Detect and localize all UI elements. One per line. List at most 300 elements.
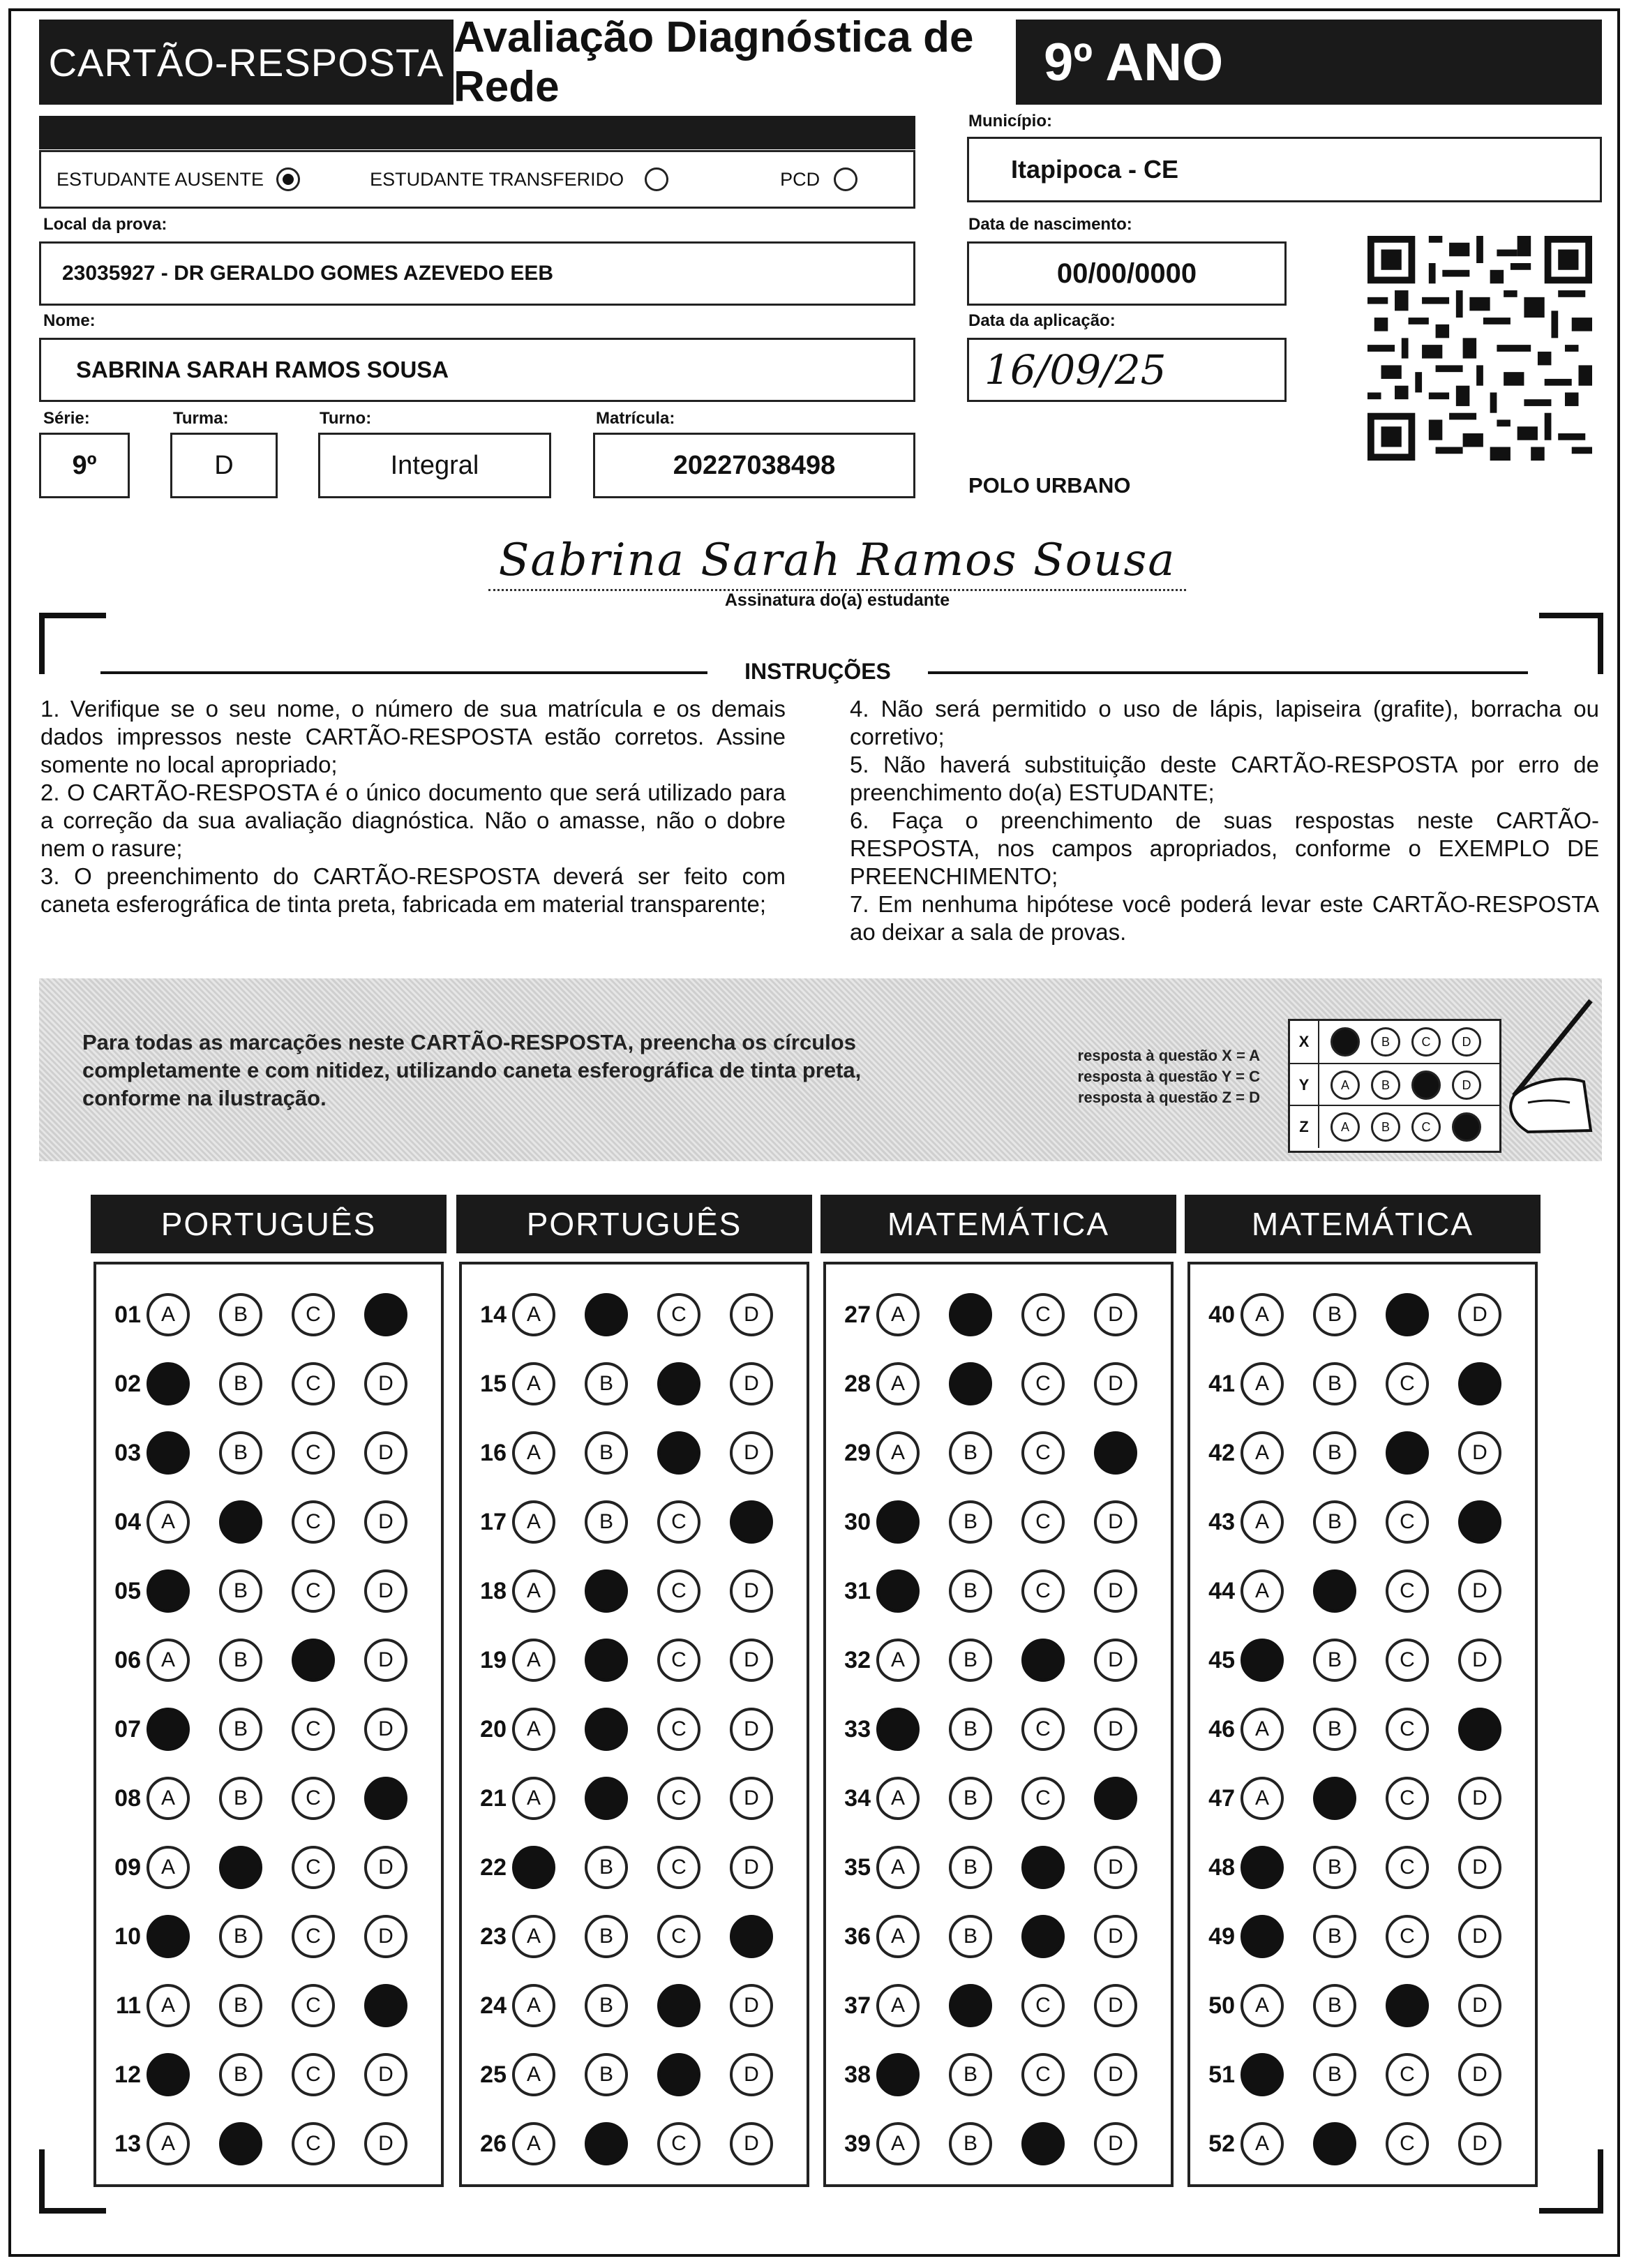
answer-bubble-c[interactable]: C [657,2122,700,2165]
answer-bubble-c[interactable] [1386,1984,1429,2027]
answer-bubble-c[interactable]: C [1021,2053,1065,2096]
answer-bubble-c[interactable]: C [1021,1362,1065,1405]
polo-text: POLO URBANO [968,473,1131,498]
answer-bubble-c[interactable]: C [657,1569,700,1613]
answer-bubble-a[interactable] [512,1846,555,1889]
answer-bubble-a[interactable] [1241,1639,1284,1682]
answer-bubble-b[interactable] [585,1777,628,1820]
answer-bubble-c[interactable]: C [1021,1777,1065,1820]
answer-bubble-b[interactable]: B [219,1708,262,1751]
answer-bubble-a[interactable]: A [147,1846,190,1889]
answer-bubble-c[interactable]: C [657,1293,700,1336]
answer-bubble-d[interactable] [730,1915,773,1958]
answer-bubble-a[interactable]: A [1241,1293,1284,1336]
answer-bubble-a[interactable] [147,2053,190,2096]
answer-bubble-c[interactable]: C [1021,1569,1065,1613]
answer-bubble-d[interactable]: D [1458,2053,1501,2096]
answer-bubble-c[interactable]: C [1386,1708,1429,1751]
question-number: 46 [1208,1715,1235,1743]
answer-bubble-c[interactable]: C [292,1293,335,1336]
answer-bubble-a[interactable] [1241,1846,1284,1889]
answer-bubble-c[interactable]: C [657,1639,700,1682]
question-row [96,1281,437,1348]
answer-bubble-d[interactable]: D [1094,1915,1137,1958]
answer-bubble-b[interactable] [585,2122,628,2165]
answer-bubble-a[interactable] [876,2053,920,2096]
answer-bubble-d[interactable]: D [1094,1293,1137,1336]
answer-bubble-d[interactable]: D [730,1984,773,2027]
answer-bubble-d[interactable] [1094,1777,1137,1820]
answer-bubble-d[interactable]: D [364,1846,407,1889]
answer-bubble-b[interactable]: B [1313,1500,1356,1544]
answer-bubble-d[interactable]: D [1094,1500,1137,1544]
question-number: 12 [114,2061,141,2088]
answer-bubble-c[interactable]: C [292,1984,335,2027]
answer-bubble-b[interactable]: B [949,1915,992,1958]
answer-bubble-d[interactable]: D [364,2122,407,2165]
answer-bubble-c[interactable]: C [657,1915,700,1958]
example-bubble-a [1331,1027,1360,1057]
answer-bubble-b[interactable]: B [219,1569,262,1613]
answer-bubble-b[interactable] [585,1569,628,1613]
answer-bubble-a[interactable]: A [512,1362,555,1405]
question-row [1190,1972,1531,2039]
answer-bubble-d[interactable] [1458,1708,1501,1751]
question-row [826,1419,1167,1486]
answer-bubble-d[interactable]: D [364,1639,407,1682]
answer-bubble-b[interactable]: B [1313,1846,1356,1889]
question-row [462,1696,802,1763]
answer-bubble-c[interactable]: C [657,1846,700,1889]
answer-bubble-b[interactable] [949,1293,992,1336]
instruction-7: 7. Em nenhuma hipótese você poderá levar este CARTÃO-RESPOSTA ao deixar a sala de provas. [850,891,1599,945]
answer-bubble-a[interactable]: A [1241,1708,1284,1751]
question-number: 51 [1208,2061,1235,2088]
question-row [96,2041,437,2108]
answer-bubble-a[interactable] [876,1569,920,1613]
answer-bubble-d[interactable]: D [1094,1846,1137,1889]
question-row [96,1350,437,1417]
answer-bubble-d[interactable]: D [1094,1984,1137,2027]
answer-bubble-c[interactable] [1021,1639,1065,1682]
answer-bubble-c[interactable] [292,1639,335,1682]
answer-bubble-d[interactable]: D [730,2053,773,2096]
answer-bubble-a[interactable]: A [876,1431,920,1475]
answer-bubble-c[interactable] [657,1984,700,2027]
answer-bubble-a[interactable]: A [876,1293,920,1336]
answer-bubble-c[interactable]: C [292,1431,335,1475]
answer-bubble-b[interactable]: B [949,1569,992,1613]
answer-bubble-d[interactable]: D [364,1708,407,1751]
answer-bubble-a[interactable]: A [512,1984,555,2027]
answer-bubble-d[interactable]: D [730,1431,773,1475]
answer-bubble-a[interactable]: A [147,1500,190,1544]
answer-bubble-a[interactable]: A [1241,1984,1284,2027]
answer-column [459,1262,809,2187]
answer-bubble-c[interactable] [1021,2122,1065,2165]
answer-bubble-a[interactable] [876,1708,920,1751]
answer-bubble-c[interactable]: C [1386,1362,1429,1405]
answer-bubble-c[interactable]: C [292,1777,335,1820]
answer-bubble-d[interactable] [364,1984,407,2027]
answer-bubble-b[interactable] [949,1362,992,1405]
answer-bubble-d[interactable]: D [1094,1569,1137,1613]
answer-bubble-c[interactable]: C [292,1708,335,1751]
status-pcd-label: PCD [780,168,820,190]
answer-bubble-c[interactable]: C [657,1777,700,1820]
answer-bubble-b[interactable]: B [219,1293,262,1336]
answer-bubble-a[interactable]: A [876,1362,920,1405]
question-row [826,1558,1167,1625]
serie-label: Série: [43,409,90,428]
example-bubble-b: B [1371,1027,1400,1057]
question-row [96,1419,437,1486]
example-bubble-a: A [1331,1070,1360,1100]
answer-bubble-d[interactable] [364,1293,407,1336]
question-number: 29 [844,1439,871,1466]
answer-bubble-c[interactable]: C [1386,1639,1429,1682]
answer-bubble-b[interactable]: B [219,1639,262,1682]
answer-bubble-d[interactable]: D [1094,1362,1137,1405]
question-number: 45 [1208,1646,1235,1673]
answer-bubble-a[interactable]: A [1241,1362,1284,1405]
exam-title: Avaliação Diagnóstica de Rede [454,20,1016,105]
answer-bubble-a[interactable]: A [876,1846,920,1889]
answer-bubble-b[interactable]: B [1313,1639,1356,1682]
legend-line-x: resposta à questão X = A [1077,1047,1260,1064]
answer-bubble-d[interactable] [730,1500,773,1544]
answer-bubble-a[interactable] [1241,2053,1284,2096]
application-date-field: 16/09/25 [967,338,1287,402]
instructions-title: INSTRUÇÕES [744,659,891,684]
answer-bubble-b[interactable] [219,1846,262,1889]
question-row [826,1903,1167,1970]
question-row [826,1972,1167,2039]
answer-bubble-c[interactable] [657,1431,700,1475]
name-label: Nome: [43,311,96,330]
question-row [826,1281,1167,1348]
question-number: 02 [114,1370,141,1397]
subject-header: PORTUGUÊS [91,1195,447,1253]
question-number: 31 [844,1577,871,1604]
status-absent-radio[interactable] [276,167,300,191]
answer-bubble-b[interactable]: B [949,1500,992,1544]
question-number: 21 [480,1784,507,1812]
answer-bubble-d[interactable]: D [730,1569,773,1613]
answer-bubble-c[interactable]: C [292,2122,335,2165]
answer-bubble-a[interactable]: A [1241,1777,1284,1820]
card-title: CARTÃO-RESPOSTA [48,40,444,84]
answer-bubble-c[interactable] [1386,1431,1429,1475]
status-transferred-radio[interactable] [645,167,668,191]
answer-bubble-b[interactable]: B [949,2122,992,2165]
answer-bubble-b[interactable]: B [585,1362,628,1405]
answer-bubble-b[interactable]: B [1313,1915,1356,1958]
answer-bubble-d[interactable]: D [1458,1639,1501,1682]
instructions-left [40,695,786,918]
question-number: 47 [1208,1784,1235,1812]
question-row [826,1489,1167,1555]
municipality-label: Município: [968,112,1052,130]
status-pcd-radio[interactable] [834,167,857,191]
answer-bubble-d[interactable]: D [730,1639,773,1682]
question-number: 19 [480,1646,507,1673]
answer-bubble-b[interactable] [949,1984,992,2027]
answer-bubble-a[interactable] [147,1569,190,1613]
question-row [462,1558,802,1625]
answer-bubble-c[interactable]: C [292,1846,335,1889]
fill-example-text: Para todas as marcações neste CARTÃO-RESPOSTA, preencha os círculos completamente e com nitidez, utilizando caneta esferográfica de tinta preta, conforme na ilustração. [82,1030,862,1110]
answer-bubble-d[interactable]: D [730,1362,773,1405]
answer-bubble-c[interactable] [1021,1846,1065,1889]
answer-bubble-d[interactable]: D [1458,2122,1501,2165]
answer-bubble-d[interactable]: D [364,1362,407,1405]
answer-bubble-b[interactable] [585,1293,628,1336]
example-bubble-c: C [1411,1112,1441,1142]
question-number: 17 [480,1508,507,1535]
question-row [826,1765,1167,1832]
instructions-right [850,695,1599,946]
answer-bubble-d[interactable]: D [1094,2122,1137,2165]
question-number: 09 [114,1853,141,1881]
question-number: 14 [480,1301,507,1328]
answer-bubble-c[interactable]: C [292,1500,335,1544]
question-row [826,1696,1167,1763]
answer-bubble-b[interactable]: B [1313,2053,1356,2096]
answer-bubble-a[interactable]: A [512,2122,555,2165]
matricula-field: 20227038498 [593,433,915,498]
answer-bubble-b[interactable]: B [585,2053,628,2096]
answer-bubble-a[interactable]: A [512,2053,555,2096]
answer-bubble-a[interactable]: A [147,1984,190,2027]
answer-bubble-c[interactable]: C [1386,1846,1429,1889]
answer-bubble-a[interactable]: A [1241,1569,1284,1613]
answer-bubble-a[interactable]: A [876,1915,920,1958]
answer-bubble-b[interactable]: B [585,1431,628,1475]
answer-bubble-a[interactable]: A [512,1500,555,1544]
answer-bubble-d[interactable] [1458,1500,1501,1544]
example-row [1290,1105,1499,1148]
municipality-field: Itapipoca - CE [967,137,1602,202]
answer-bubble-c[interactable]: C [1386,1777,1429,1820]
answer-bubble-a[interactable] [1241,1915,1284,1958]
answer-bubble-c[interactable]: C [292,1915,335,1958]
answer-bubble-a[interactable]: A [876,2122,920,2165]
applicator-bar [39,116,915,149]
answer-bubble-c[interactable]: C [292,2053,335,2096]
answer-bubble-a[interactable]: A [147,2122,190,2165]
answer-bubble-b[interactable]: B [585,1846,628,1889]
answer-bubble-c[interactable]: C [1021,1293,1065,1336]
answer-bubble-d[interactable] [1094,1431,1137,1475]
question-number: 23 [480,1923,507,1950]
answer-bubble-c[interactable]: C [292,1362,335,1405]
answer-bubble-d[interactable]: D [364,1915,407,1958]
answer-bubble-a[interactable]: A [876,1777,920,1820]
example-row [1290,1021,1499,1063]
answer-bubble-b[interactable]: B [219,1431,262,1475]
answer-bubble-a[interactable] [147,1431,190,1475]
question-row [1190,1419,1531,1486]
answer-bubble-d[interactable]: D [1458,1915,1501,1958]
answer-bubble-d[interactable]: D [730,2122,773,2165]
answer-bubble-b[interactable]: B [949,1846,992,1889]
question-row [1190,1350,1531,1417]
answer-bubble-b[interactable]: B [585,1984,628,2027]
question-row [96,1765,437,1832]
question-row [462,1627,802,1694]
answer-bubble-d[interactable] [1458,1362,1501,1405]
answer-bubble-b[interactable]: B [219,1362,262,1405]
answer-bubble-a[interactable]: A [512,1639,555,1682]
question-row [462,1834,802,1901]
answer-bubble-c[interactable] [657,2053,700,2096]
question-number: 27 [844,1301,871,1328]
question-number: 22 [480,1853,507,1881]
answer-bubble-a[interactable]: A [147,1777,190,1820]
answer-bubble-a[interactable]: A [512,1915,555,1958]
answer-bubble-a[interactable]: A [1241,1500,1284,1544]
instruction-3: 3. O preenchimento do CARTÃO-RESPOSTA deverá ser feito com caneta esferográfica de tinta preta, fabricada em material transparente; [40,863,786,917]
answer-bubble-d[interactable]: D [1458,1293,1501,1336]
example-bubble-d: D [1452,1070,1481,1100]
answer-bubble-a[interactable] [147,1362,190,1405]
example-bubble-c: C [1411,1027,1441,1057]
answer-bubble-a[interactable]: A [876,1984,920,2027]
question-number: 36 [844,1923,871,1950]
answer-bubble-a[interactable]: A [1241,1431,1284,1475]
question-number: 16 [480,1439,507,1466]
answer-bubble-c[interactable]: C [1386,2122,1429,2165]
answer-bubble-a[interactable]: A [512,1569,555,1613]
answer-bubble-a[interactable]: A [147,1293,190,1336]
answer-bubble-a[interactable] [876,1500,920,1544]
answer-bubble-c[interactable]: C [1021,1431,1065,1475]
question-row [96,2110,437,2177]
answer-bubble-c[interactable]: C [1386,1915,1429,1958]
answer-bubble-d[interactable]: D [364,1500,407,1544]
answer-bubble-d[interactable]: D [1458,1431,1501,1475]
answer-bubble-b[interactable]: B [585,1500,628,1544]
answer-bubble-b[interactable]: B [949,1777,992,1820]
answer-bubble-a[interactable]: A [147,1639,190,1682]
answer-bubble-b[interactable] [219,1500,262,1544]
answer-bubble-d[interactable]: D [1458,1984,1501,2027]
answer-bubble-d[interactable]: D [730,1846,773,1889]
answer-bubble-b[interactable] [585,1708,628,1751]
question-row [462,1281,802,1348]
answer-bubble-c[interactable]: C [1386,2053,1429,2096]
answer-bubble-b[interactable]: B [219,1777,262,1820]
answer-bubble-d[interactable]: D [730,1777,773,1820]
question-row [1190,1281,1531,1348]
answer-bubble-c[interactable]: C [1021,1708,1065,1751]
answer-bubble-c[interactable]: C [1021,1500,1065,1544]
answer-bubble-b[interactable] [1313,1777,1356,1820]
answer-bubble-c[interactable] [1021,1915,1065,1958]
question-number: 06 [114,1646,141,1673]
answer-bubble-d[interactable]: D [1458,1846,1501,1889]
example-bubble-a: A [1331,1112,1360,1142]
answer-bubble-b[interactable]: B [949,1639,992,1682]
question-number: 13 [114,2130,141,2157]
answer-bubble-c[interactable]: C [1386,1500,1429,1544]
answer-bubble-d[interactable]: D [730,1293,773,1336]
answer-bubble-b[interactable]: B [219,1915,262,1958]
question-number: 28 [844,1370,871,1397]
answer-bubble-c[interactable]: C [1021,1984,1065,2027]
answer-bubble-c[interactable]: C [292,1569,335,1613]
answer-bubble-d[interactable]: D [364,1431,407,1475]
answer-column [93,1262,444,2187]
answer-bubble-b[interactable] [1313,2122,1356,2165]
answer-bubble-a[interactable]: A [512,1708,555,1751]
answer-bubble-d[interactable]: D [1094,1639,1137,1682]
answer-bubble-b[interactable]: B [949,2053,992,2096]
answer-bubble-c[interactable]: C [1386,1569,1429,1613]
answer-bubble-c[interactable] [657,1362,700,1405]
answer-bubble-b[interactable] [219,2122,262,2165]
question-number: 41 [1208,1370,1235,1397]
answer-bubble-b[interactable]: B [1313,1362,1356,1405]
answer-bubble-b[interactable]: B [219,1984,262,2027]
answer-bubble-d[interactable]: D [364,2053,407,2096]
question-number: 04 [114,1508,141,1535]
question-number: 10 [114,1923,141,1950]
answer-bubble-d[interactable]: D [730,1708,773,1751]
answer-bubble-b[interactable]: B [1313,1293,1356,1336]
answer-bubble-a[interactable] [147,1915,190,1958]
answer-bubble-a[interactable]: A [876,1639,920,1682]
answer-bubble-d[interactable]: D [1094,2053,1137,2096]
answer-bubble-a[interactable]: A [512,1777,555,1820]
question-number: 03 [114,1439,141,1466]
qr-code [1367,236,1592,461]
answer-bubble-b[interactable]: B [1313,1431,1356,1475]
answer-bubble-b[interactable]: B [219,2053,262,2096]
answer-bubble-b[interactable]: B [1313,1984,1356,2027]
answer-bubble-c[interactable]: C [657,1500,700,1544]
answer-bubble-a[interactable]: A [512,1293,555,1336]
question-row [1190,2041,1531,2108]
question-row [96,1627,437,1694]
answer-bubble-d[interactable]: D [1458,1777,1501,1820]
answer-bubble-b[interactable]: B [585,1915,628,1958]
answer-bubble-b[interactable] [1313,1569,1356,1613]
question-number: 40 [1208,1301,1235,1328]
answer-bubble-d[interactable]: D [1458,1569,1501,1613]
answer-bubble-a[interactable]: A [1241,2122,1284,2165]
answer-bubble-b[interactable]: B [949,1431,992,1475]
answer-bubble-a[interactable]: A [512,1431,555,1475]
answer-bubble-c[interactable] [1386,1293,1429,1336]
question-row [96,1558,437,1625]
answer-bubble-d[interactable]: D [364,1569,407,1613]
question-number: 35 [844,1853,871,1881]
answer-bubble-a[interactable] [147,1708,190,1751]
answer-bubble-b[interactable]: B [949,1708,992,1751]
question-row [826,2110,1167,2177]
answer-bubble-c[interactable]: C [657,1708,700,1751]
answer-bubble-b[interactable]: B [1313,1708,1356,1751]
answer-bubble-d[interactable]: D [1094,1708,1137,1751]
question-number: 34 [844,1784,871,1812]
answer-bubble-d[interactable] [364,1777,407,1820]
question-number: 44 [1208,1577,1235,1604]
answer-bubble-b[interactable] [585,1639,628,1682]
instruction-4: 4. Não será permitido o uso de lápis, lapiseira (grafite), borracha ou corretivo; [850,696,1599,749]
question-row [1190,2110,1531,2177]
